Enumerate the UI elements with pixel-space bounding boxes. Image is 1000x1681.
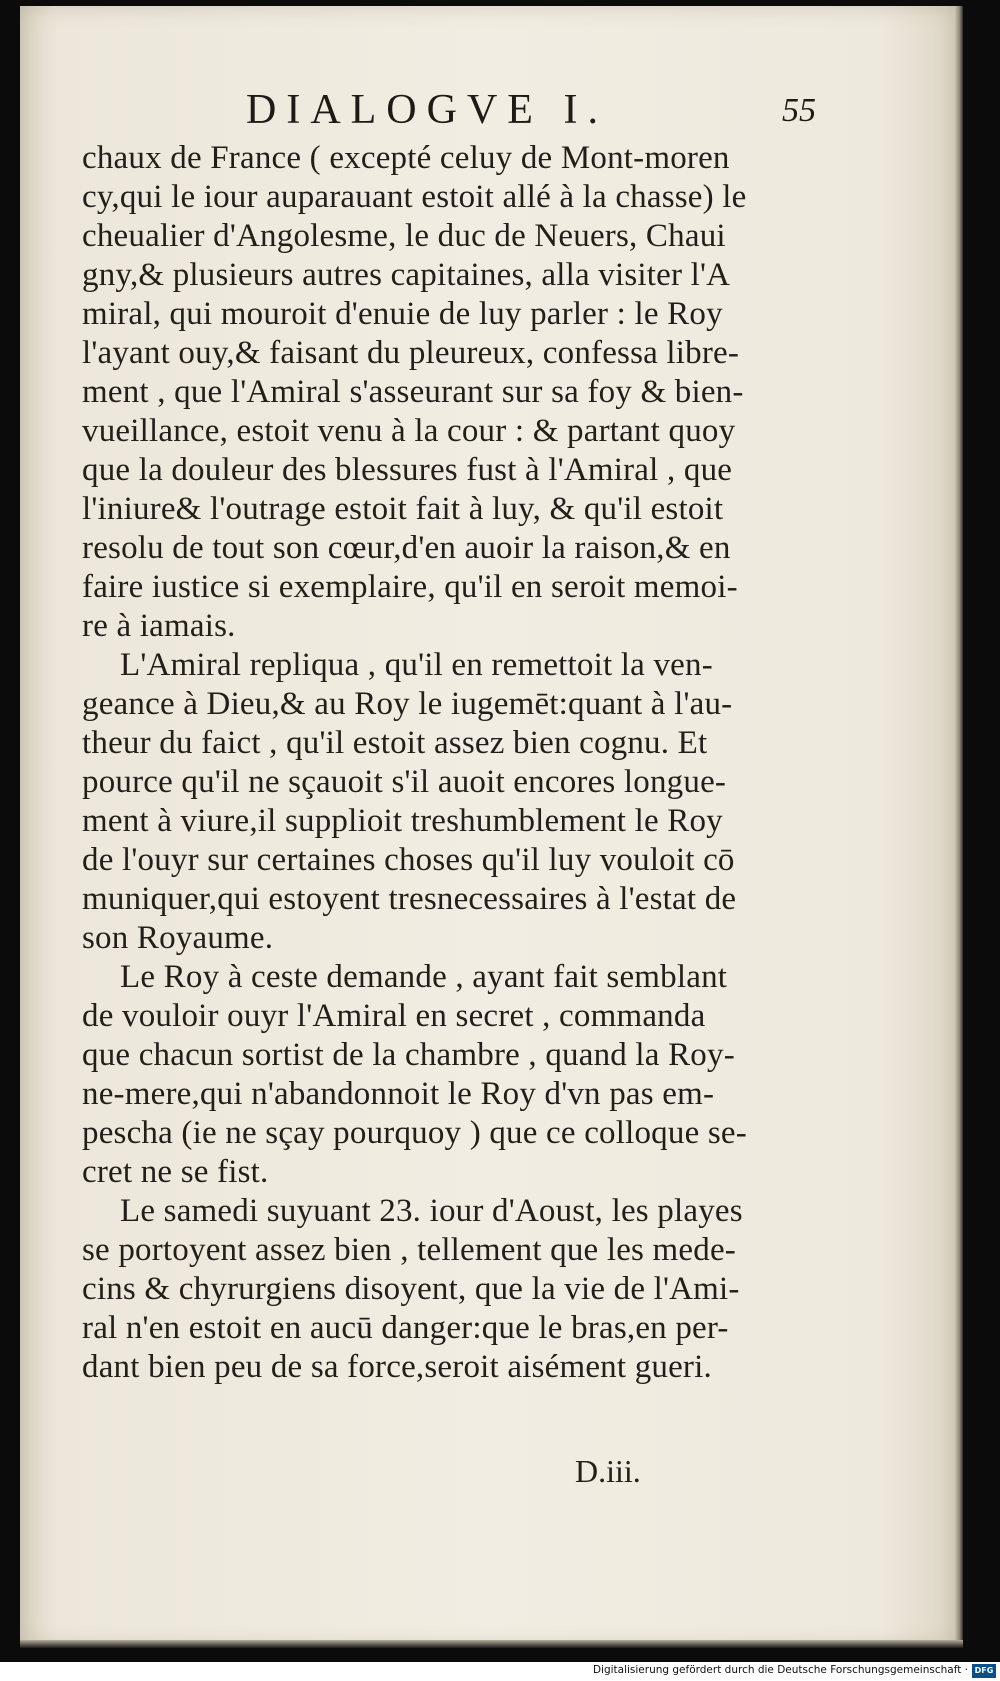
text-line: cret ne se fist.	[82, 1154, 269, 1190]
text-line: resolu de tout son cœur,d'en auoir la raison,& en	[82, 530, 731, 566]
text-line: re à iamais.	[82, 608, 236, 644]
text-line: cheualier d'Angolesme, le duc de Neuers, Chaui	[82, 218, 726, 254]
text-line: Le samedi suyuant 23. iour d'Aoust, les playes	[120, 1193, 743, 1229]
text-line: muniquer,qui estoyent tresnecessaires à l'estat de	[82, 881, 737, 917]
text-line: theur du faict , qu'il estoit assez bien cognu. Et	[82, 725, 708, 761]
signature-mark: D.iii.	[575, 1453, 641, 1489]
page-edge	[955, 6, 963, 1646]
book-page	[20, 6, 955, 1646]
text-line: miral, qui mouroit d'enuie de luy parler : le Roy	[82, 296, 723, 332]
running-title: DIALOGVE I.	[246, 87, 608, 133]
text-line: gny,& plusieurs autres capitaines, alla visiter l'A	[82, 257, 731, 293]
page-bottom-shadow	[20, 1640, 963, 1648]
text-line: ment , que l'Amiral s'asseurant sur sa foy & bien-	[82, 374, 744, 410]
text-line: de l'ouyr sur certaines choses qu'il luy vouloit cō	[82, 842, 735, 878]
digitization-credit: Digitalisierung gefördert durch die Deutsche Forschungsgemeinschaft ·	[592, 1664, 968, 1676]
text-line: son Royaume.	[82, 920, 274, 956]
text-line: que la douleur des blessures fust à l'Amiral , que	[82, 452, 733, 488]
text-line: L'Amiral repliqua , qu'il en remettoit la ven-	[120, 647, 713, 683]
text-line: pescha (ie ne sçay pourquoy ) que ce colloque se-	[82, 1115, 747, 1151]
text-line: Le Roy à ceste demande , ayant fait semblant	[120, 959, 728, 995]
text-line: pource qu'il ne sçauoit s'il auoit encores longue-	[82, 764, 727, 800]
text-line: que chacun sortist de la chambre , quand la Roy-	[82, 1037, 735, 1073]
text-line: ment à viure,il supplioit treshumblement le Roy	[82, 803, 723, 839]
text-line: dant bien peu de sa force,seroit aisément gueri.	[82, 1349, 712, 1385]
text-line: de vouloir ouyr l'Amiral en secret , commanda	[82, 998, 706, 1034]
text-line: chaux de France ( excepté celuy de Mont-moren	[82, 140, 730, 176]
text-line: geance à Dieu,& au Roy le iugemēt:quant à l'au-	[82, 686, 733, 722]
text-line: vueillance, estoit venu à la cour : & partant quoy	[82, 413, 736, 449]
text-line: cins & chyrurgiens disoyent, que la vie de l'Ami-	[82, 1271, 740, 1307]
text-line: se portoyent assez bien , tellement que les mede-	[82, 1232, 736, 1268]
text-line: ne-mere,qui n'abandonnoit le Roy d'vn pas em-	[82, 1076, 715, 1112]
folio-number: 55	[782, 92, 816, 129]
dfg-logo: DFG	[972, 1664, 996, 1678]
text-line: l'ayant ouy,& faisant du pleureux, confessa libre-	[82, 335, 740, 371]
page-header	[20, 86, 955, 136]
text-line: ral n'en estoit en aucū danger:que le bras,en per-	[82, 1310, 729, 1346]
text-line: cy,qui le iour auparauant estoit allé à la chasse) le	[82, 179, 747, 215]
text-line: l'iniure& l'outrage estoit fait à luy, & qu'il estoit	[82, 491, 724, 527]
text-line: faire iustice si exemplaire, qu'il en seroit memoi-	[82, 569, 738, 605]
